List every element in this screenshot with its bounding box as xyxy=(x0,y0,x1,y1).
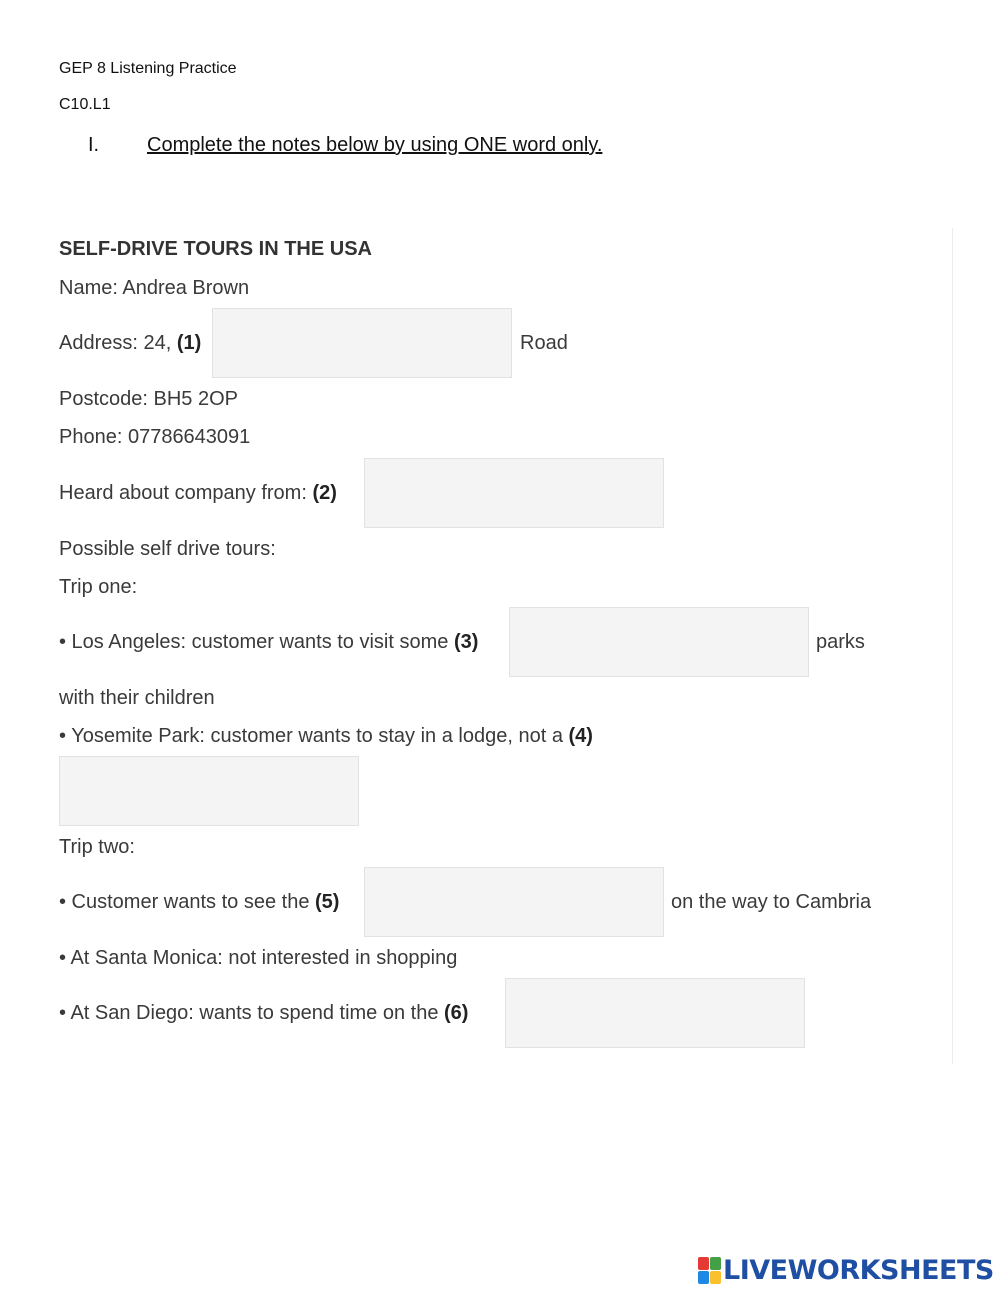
lesson-code: C10.L1 xyxy=(59,96,111,113)
question-number-2: (2) xyxy=(312,482,337,504)
heard-prefix: Heard about company from: xyxy=(59,482,313,504)
form-title: SELF-DRIVE TOURS IN THE USA xyxy=(59,238,372,260)
phone-line: Phone: 07786643091 xyxy=(59,426,251,448)
answer-box-5[interactable] xyxy=(364,867,664,937)
los-angeles-prefix: • Los Angeles: customer wants to visit some xyxy=(59,631,454,653)
santa-monica-line: • At Santa Monica: not interested in shopping xyxy=(59,947,458,969)
liveworksheets-logo-icon xyxy=(698,1257,720,1283)
liveworksheets-logo-text: LIVEWORKSHEETS xyxy=(723,1254,994,1286)
answer-box-4[interactable] xyxy=(59,756,359,826)
logo-square-red xyxy=(698,1257,709,1270)
logo-square-blue xyxy=(698,1271,709,1284)
name-line: Name: Andrea Brown xyxy=(59,277,250,299)
instruction-number: I. xyxy=(88,134,100,156)
course-title: GEP 8 Listening Practice xyxy=(59,60,237,77)
instruction-text: Complete the notes below by using ONE word only. xyxy=(147,134,603,156)
san-diego-line xyxy=(59,1002,468,1025)
question-number-4: (4) xyxy=(568,725,593,747)
address-prefix: Address: 24, xyxy=(59,332,177,354)
question-number-5: (5) xyxy=(315,891,340,913)
customer-suffix: on the way to Cambria xyxy=(671,891,872,913)
customer-prefix: • Customer wants to see the xyxy=(59,891,316,913)
los-angeles-continuation: with their children xyxy=(59,687,215,709)
answer-input-1[interactable] xyxy=(213,309,511,377)
answer-box-1[interactable] xyxy=(212,308,512,378)
answer-box-2[interactable] xyxy=(364,458,664,528)
address-suffix: Road xyxy=(520,332,568,354)
yosemite-line xyxy=(59,725,593,748)
question-number-3: (3) xyxy=(453,631,479,653)
los-angeles-suffix: parks xyxy=(816,631,865,653)
trip-two-label: Trip two: xyxy=(59,836,135,858)
heard-line xyxy=(59,482,337,505)
logo-square-yellow xyxy=(710,1271,721,1284)
answer-input-4[interactable] xyxy=(60,757,358,825)
logo-square-green xyxy=(710,1257,721,1270)
address-line xyxy=(59,332,201,355)
answer-input-5[interactable] xyxy=(365,868,663,936)
postcode-line: Postcode: BH5 2OP xyxy=(59,388,238,410)
answer-input-3[interactable] xyxy=(510,608,808,676)
answer-input-2[interactable] xyxy=(365,459,663,527)
question-number-1: (1) xyxy=(176,332,202,354)
san-diego-prefix: • At San Diego: wants to spend time on the xyxy=(59,1002,445,1024)
answer-box-6[interactable] xyxy=(505,978,805,1048)
customer-line xyxy=(59,891,339,914)
content-divider xyxy=(952,228,953,1064)
yosemite-prefix: • Yosemite Park: customer wants to stay in a lodge, not a xyxy=(59,725,569,747)
answer-box-3[interactable] xyxy=(509,607,809,677)
possible-tours-line: Possible self drive tours: xyxy=(59,538,276,560)
question-number-6: (6) xyxy=(444,1002,469,1024)
answer-input-6[interactable] xyxy=(506,979,804,1047)
los-angeles-line xyxy=(59,631,478,654)
liveworksheets-logo[interactable] xyxy=(698,1255,994,1285)
trip-one-label: Trip one: xyxy=(59,576,138,598)
